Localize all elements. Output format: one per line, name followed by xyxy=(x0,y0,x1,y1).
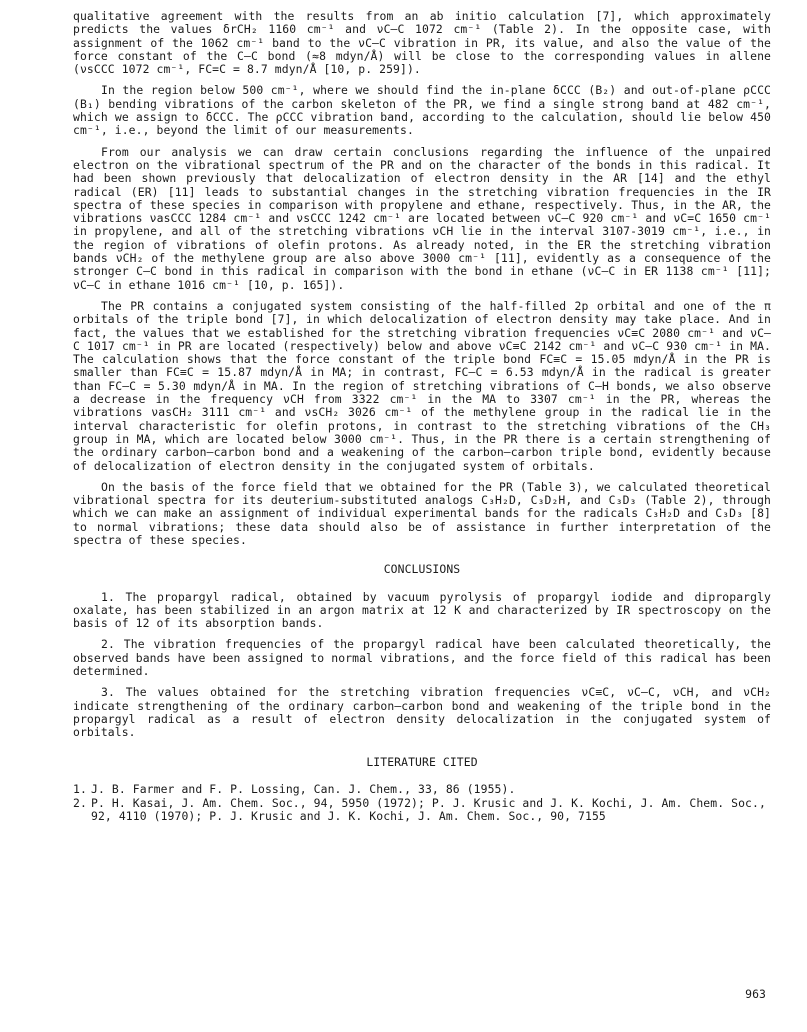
reference-item xyxy=(73,783,771,796)
paragraph-deuterium-analogs: On the basis of the force field that we obtained for the PR (Table 3), we calculated theoretical vibrational spectra for its deuterium-substituted analogs C₃H₂D, C₃D₂H, and C₃D₃ (Table 2), through which we can make an assignment of individual experimental bands for the radicals C₃H₂D and C₃D₃ [8] to normal vibrations; these data should also be of assistance in further interpretation of the spectra of these species. xyxy=(73,479,771,547)
reference-item xyxy=(73,797,771,824)
paragraph-unpaired-electron: From our analysis we can draw certain conclusions regarding the influence of the unpaired electron on the vibrational spectrum of the PR and on the character of the bonds in this radical. It had been shown previously that delocalization of electron density in the AR [14] and the ethyl radical (ER) [11] leads to substantial changes in the stretching vibration frequencies in the IR spectra of these species in comparison with propylene and ethane, respectively. Thus, in the AR, the vibrations νasCCC 1284 cm⁻¹ and νsCCC 1242 cm⁻¹ are located between νC–C 920 cm⁻¹ and νC=C 1650 cm⁻¹ in propylene, and all of the stretching vibrations νCH lie in the interval 3107-3019 cm⁻¹, i.e., in the region of vibrations of olefin protons. As already noted, in the ER the stretching vibration bands νCH₂ of the methylene group are also above 3000 cm⁻¹ [11], evidently as a consequence of the stronger C–C bond in this radical in comparison with the bond in ethane (νC–C in ER 1138 cm⁻¹ [11]; νC–C in ethane 1016 cm⁻¹ [10, p. 165]). xyxy=(73,144,771,292)
reference-list xyxy=(73,783,771,824)
conclusion-item-2: 2. The vibration frequencies of the propargyl radical have been calculated theoretically, the observed bands have been assigned to normal vibrations, and the force field of this radical has been determined. xyxy=(73,637,771,679)
reference-number: 1. xyxy=(73,781,87,796)
paragraph-conjugated-system: The PR contains a conjugated system consisting of the half-filled 2p orbital and one of the π orbitals of the triple bond [7], in which delocalization of electron density may take place. And in fact, the values that we established for the stretching vibration frequencies νC≡C 2080 cm⁻¹ and νC–C 1017 cm⁻¹ in PR are located (respectively) below and above νC≡C 2142 cm⁻¹ and νC–C 930 cm⁻¹ in MA. The calculation shows that the force constant of the triple bond FC≡C = 15.05 mdyn/Å in the PR is smaller than FC≡C = 15.87 mdyn/Å in MA; in contrast, FC–C = 6.53 mdyn/Å in the radical is greater than FC–C = 5.30 mdyn/Å in MA. In the region of stretching vibrations of C–H bonds, we also observe a decrease in the frequency νCH from 3322 cm⁻¹ in the MA to 3307 cm⁻¹ in the PR, whereas the vibrations νasCH₂ 3111 cm⁻¹ and νsCH₂ 3026 cm⁻¹ of the methylene group in the radical lie in the interval characteristic for olefin protons, in contrast to the stretching vibrations of the CH₃ group in MA, which are located below 3000 cm⁻¹. Thus, in the PR there is a certain strengthening of the ordinary carbon–carbon bond and a weakening of the carbon–carbon triple bond, evidently because of delocalization of electron density in the conjugated system of orbitals. xyxy=(73,298,771,473)
conclusion-item-1: 1. The propargyl radical, obtained by vacuum pyrolysis of propargyl iodide and dipropargly oxalate, has been stabilized in an argon matrix at 12 K and characterized by IR spectroscopy on the basis of 12 of its absorption bands. xyxy=(73,589,771,631)
literature-heading: LITERATURE CITED xyxy=(366,754,478,769)
reference-number: 2. xyxy=(73,796,87,811)
conclusions-heading: CONCLUSIONS xyxy=(383,562,461,577)
page-number: 963 xyxy=(745,987,766,1001)
paragraph-low-frequency-region: In the region below 500 cm⁻¹, where we should find the in-plane δCCC (B₂) and out-of-plane ρCCC (B₁) bending vibrations of the carbon skeleton of the PR, we find a single strong band at 482 cm⁻¹, which we assign to δCCC. The ρCCC vibration band, according to the calculation, should lie below 450 cm⁻¹, i.e., beyond the limit of our measurements. xyxy=(73,83,771,138)
paragraph-continued: qualitative agreement with the results from an ab initio calculation [7], which approximately predicts the values δrCH₂ 1160 cm⁻¹ and νC–C 1072 cm⁻¹ (Table 2). In the opposite case, with assignment of the 1062 cm⁻¹ band to the νC–C vibration in PR, its value, and also the value of the force constant of the C–C bond (≈8 mdyn/Å) will be close to the corresponding values in allene (νsCCC 1072 cm⁻¹, FC=C = 8.7 mdyn/Å [10, p. 259]). xyxy=(73,9,771,77)
reference-text: J. B. Farmer and F. P. Lossing, Can. J. Chem., 33, 86 (1955). xyxy=(91,781,516,796)
reference-text: P. H. Kasai, J. Am. Chem. Soc., 94, 5950 (1972); P. J. Krusic and J. K. Kochi, J. Am. Chem. Soc., 92, 4110 (1970); P. J. Krusic and J. K. Kochi, J. Am. Chem. Soc., 90, 7155 xyxy=(91,796,766,824)
conclusion-item-3: 3. The values obtained for the stretching vibration frequencies νC≡C, νC–C, νCH, and νCH₂ indicate strengthening of the ordinary carbon–carbon bond and weakening of the triple bond in the propargyl radical as a result of electron density delocalization in the conjugated system of orbitals. xyxy=(73,685,771,740)
text-column xyxy=(73,10,771,825)
